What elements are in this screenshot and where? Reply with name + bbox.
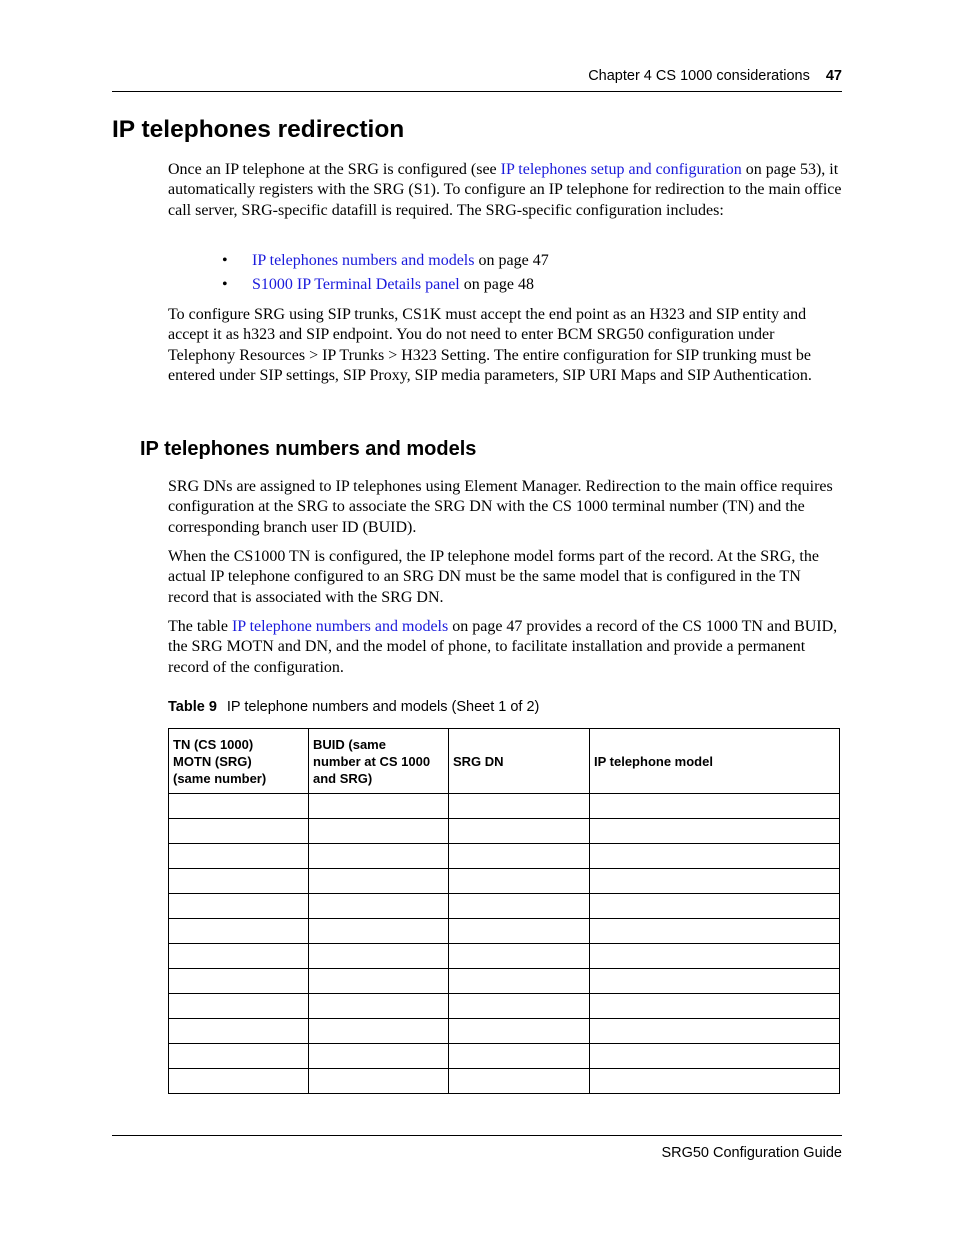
table-body — [169, 794, 840, 1094]
link-s1000-terminal-details[interactable]: S1000 IP Terminal Details panel — [252, 276, 460, 293]
intro-paragraph: Once an IP telephone at the SRG is configured (see IP telephones setup and configuration on page 53), it automatically registers with the SRG (S1). To configure an IP telephone for redirection to the main office call server, SRG-specific datafill is required. The SRG-specific configuration includes: — [168, 161, 842, 219]
table-cell — [169, 1044, 309, 1069]
table-cell — [309, 1069, 449, 1094]
table-cell — [449, 844, 590, 869]
chapter-title: Chapter 4 CS 1000 considerations — [588, 68, 810, 84]
table-cell — [590, 844, 840, 869]
table-row — [169, 844, 840, 869]
body-paragraph: When the CS1000 TN is configured, the IP telephone model forms part of the record. At the SRG, the actual IP telephone configured to an SRG DN must be the same model that is configured in the TN record that is associated with the SRG DN. — [168, 548, 819, 606]
table-cell — [169, 819, 309, 844]
table-cell — [169, 994, 309, 1019]
link-ip-telephones-numbers[interactable]: IP telephones numbers and models — [252, 252, 475, 269]
table-row — [169, 994, 840, 1019]
table-cell — [309, 994, 449, 1019]
footer-rule — [112, 1135, 842, 1136]
table-cell — [309, 919, 449, 944]
page-number: 47 — [825, 68, 842, 84]
table-cell — [449, 969, 590, 994]
col-header-srg-dn: SRG DN — [449, 729, 590, 794]
table-row — [169, 794, 840, 819]
section-title-numbers-models: IP telephones numbers and models — [140, 438, 477, 460]
table-cell — [309, 1044, 449, 1069]
table-cell — [449, 1069, 590, 1094]
header-rule — [112, 91, 842, 92]
table-cell — [449, 1044, 590, 1069]
table-cell — [309, 794, 449, 819]
table-row — [169, 1019, 840, 1044]
table-cell — [449, 894, 590, 919]
table-cell — [169, 969, 309, 994]
link-ip-telephone-numbers-table[interactable]: IP telephone numbers and models — [231, 618, 449, 635]
footer-title: SRG50 Configuration Guide — [661, 1145, 842, 1161]
body-paragraph: The table IP telephone numbers and models on page 47 provides a record of the CS 1000 TN and BUID, the SRG MOTN and DN, and the model of phone, to facilitate installation and provide a permanent record of the configuration. — [168, 618, 838, 676]
table-cell — [169, 919, 309, 944]
bullet-icon: • — [222, 276, 228, 293]
table-cell — [309, 1019, 449, 1044]
table-row — [169, 869, 840, 894]
table-cell — [449, 869, 590, 894]
table-cell — [590, 994, 840, 1019]
table-cell — [169, 1019, 309, 1044]
table-cell — [309, 894, 449, 919]
table-cell — [449, 944, 590, 969]
section-title-redirection: IP telephones redirection — [112, 116, 405, 143]
table-row — [169, 819, 840, 844]
table-cell — [590, 1044, 840, 1069]
table-cell — [309, 844, 449, 869]
list-item: • S1000 IP Terminal Details panel on page 48 — [222, 275, 549, 299]
table-label: Table 9 — [168, 699, 217, 715]
table-cell — [590, 819, 840, 844]
table-cell — [590, 944, 840, 969]
table-cell — [169, 794, 309, 819]
table-cell — [449, 994, 590, 1019]
body-paragraph: SRG DNs are assigned to IP telephones using Element Manager. Redirection to the main office requires configuration at the SRG to associate the SRG DN with the CS 1000 terminal number (TN) and the corresponding branch user ID (BUID). — [168, 478, 833, 536]
table-cell — [590, 1019, 840, 1044]
col-header-ip-model: IP telephone model — [590, 729, 840, 794]
table-cell — [309, 944, 449, 969]
col-header-tn: TN (CS 1000) MOTN (SRG) (same number) — [169, 729, 309, 794]
table-cell — [169, 869, 309, 894]
table-caption — [168, 699, 539, 715]
table-header-row — [169, 729, 840, 794]
table-cell — [169, 944, 309, 969]
ip-telephone-table — [168, 728, 840, 1094]
table-row — [169, 1044, 840, 1069]
bullet-icon: • — [222, 252, 228, 269]
table-cell — [309, 869, 449, 894]
col-header-buid: BUID (same number at CS 1000 and SRG) — [309, 729, 449, 794]
table-cell — [169, 844, 309, 869]
sip-paragraph: To configure SRG using SIP trunks, CS1K must accept the end point as an H323 and SIP entity and accept it as h323 and SIP endpoint. You do not need to enter BCM SRG50 configuration under Telephony Resources > IP Trunks > H323 Setting. The entire configuration for SIP trunking must be entered under SIP settings, SIP Proxy, SIP media parameters, SIP URI Maps and SIP Authentication. — [168, 306, 812, 384]
table-cell — [590, 869, 840, 894]
table-cell — [590, 894, 840, 919]
table-row — [169, 969, 840, 994]
running-header — [588, 68, 842, 84]
table-row — [169, 894, 840, 919]
table-row — [169, 944, 840, 969]
table-cell — [449, 1019, 590, 1044]
table-cell — [449, 919, 590, 944]
table-cell — [309, 819, 449, 844]
table-cell — [309, 969, 449, 994]
table-row — [169, 919, 840, 944]
table-row — [169, 1069, 840, 1094]
list-item: • IP telephones numbers and models on page 47 — [222, 251, 549, 275]
table-cell — [590, 1069, 840, 1094]
table-cell — [590, 969, 840, 994]
table-caption-text: IP telephone numbers and models (Sheet 1 of 2) — [226, 699, 540, 715]
table-cell — [169, 894, 309, 919]
table-cell — [590, 919, 840, 944]
bullet-list — [222, 251, 549, 299]
table-cell — [449, 819, 590, 844]
link-ip-telephones-setup[interactable]: IP telephones setup and configuration — [500, 161, 742, 178]
table-cell — [169, 1069, 309, 1094]
table-cell — [449, 794, 590, 819]
table-cell — [590, 794, 840, 819]
